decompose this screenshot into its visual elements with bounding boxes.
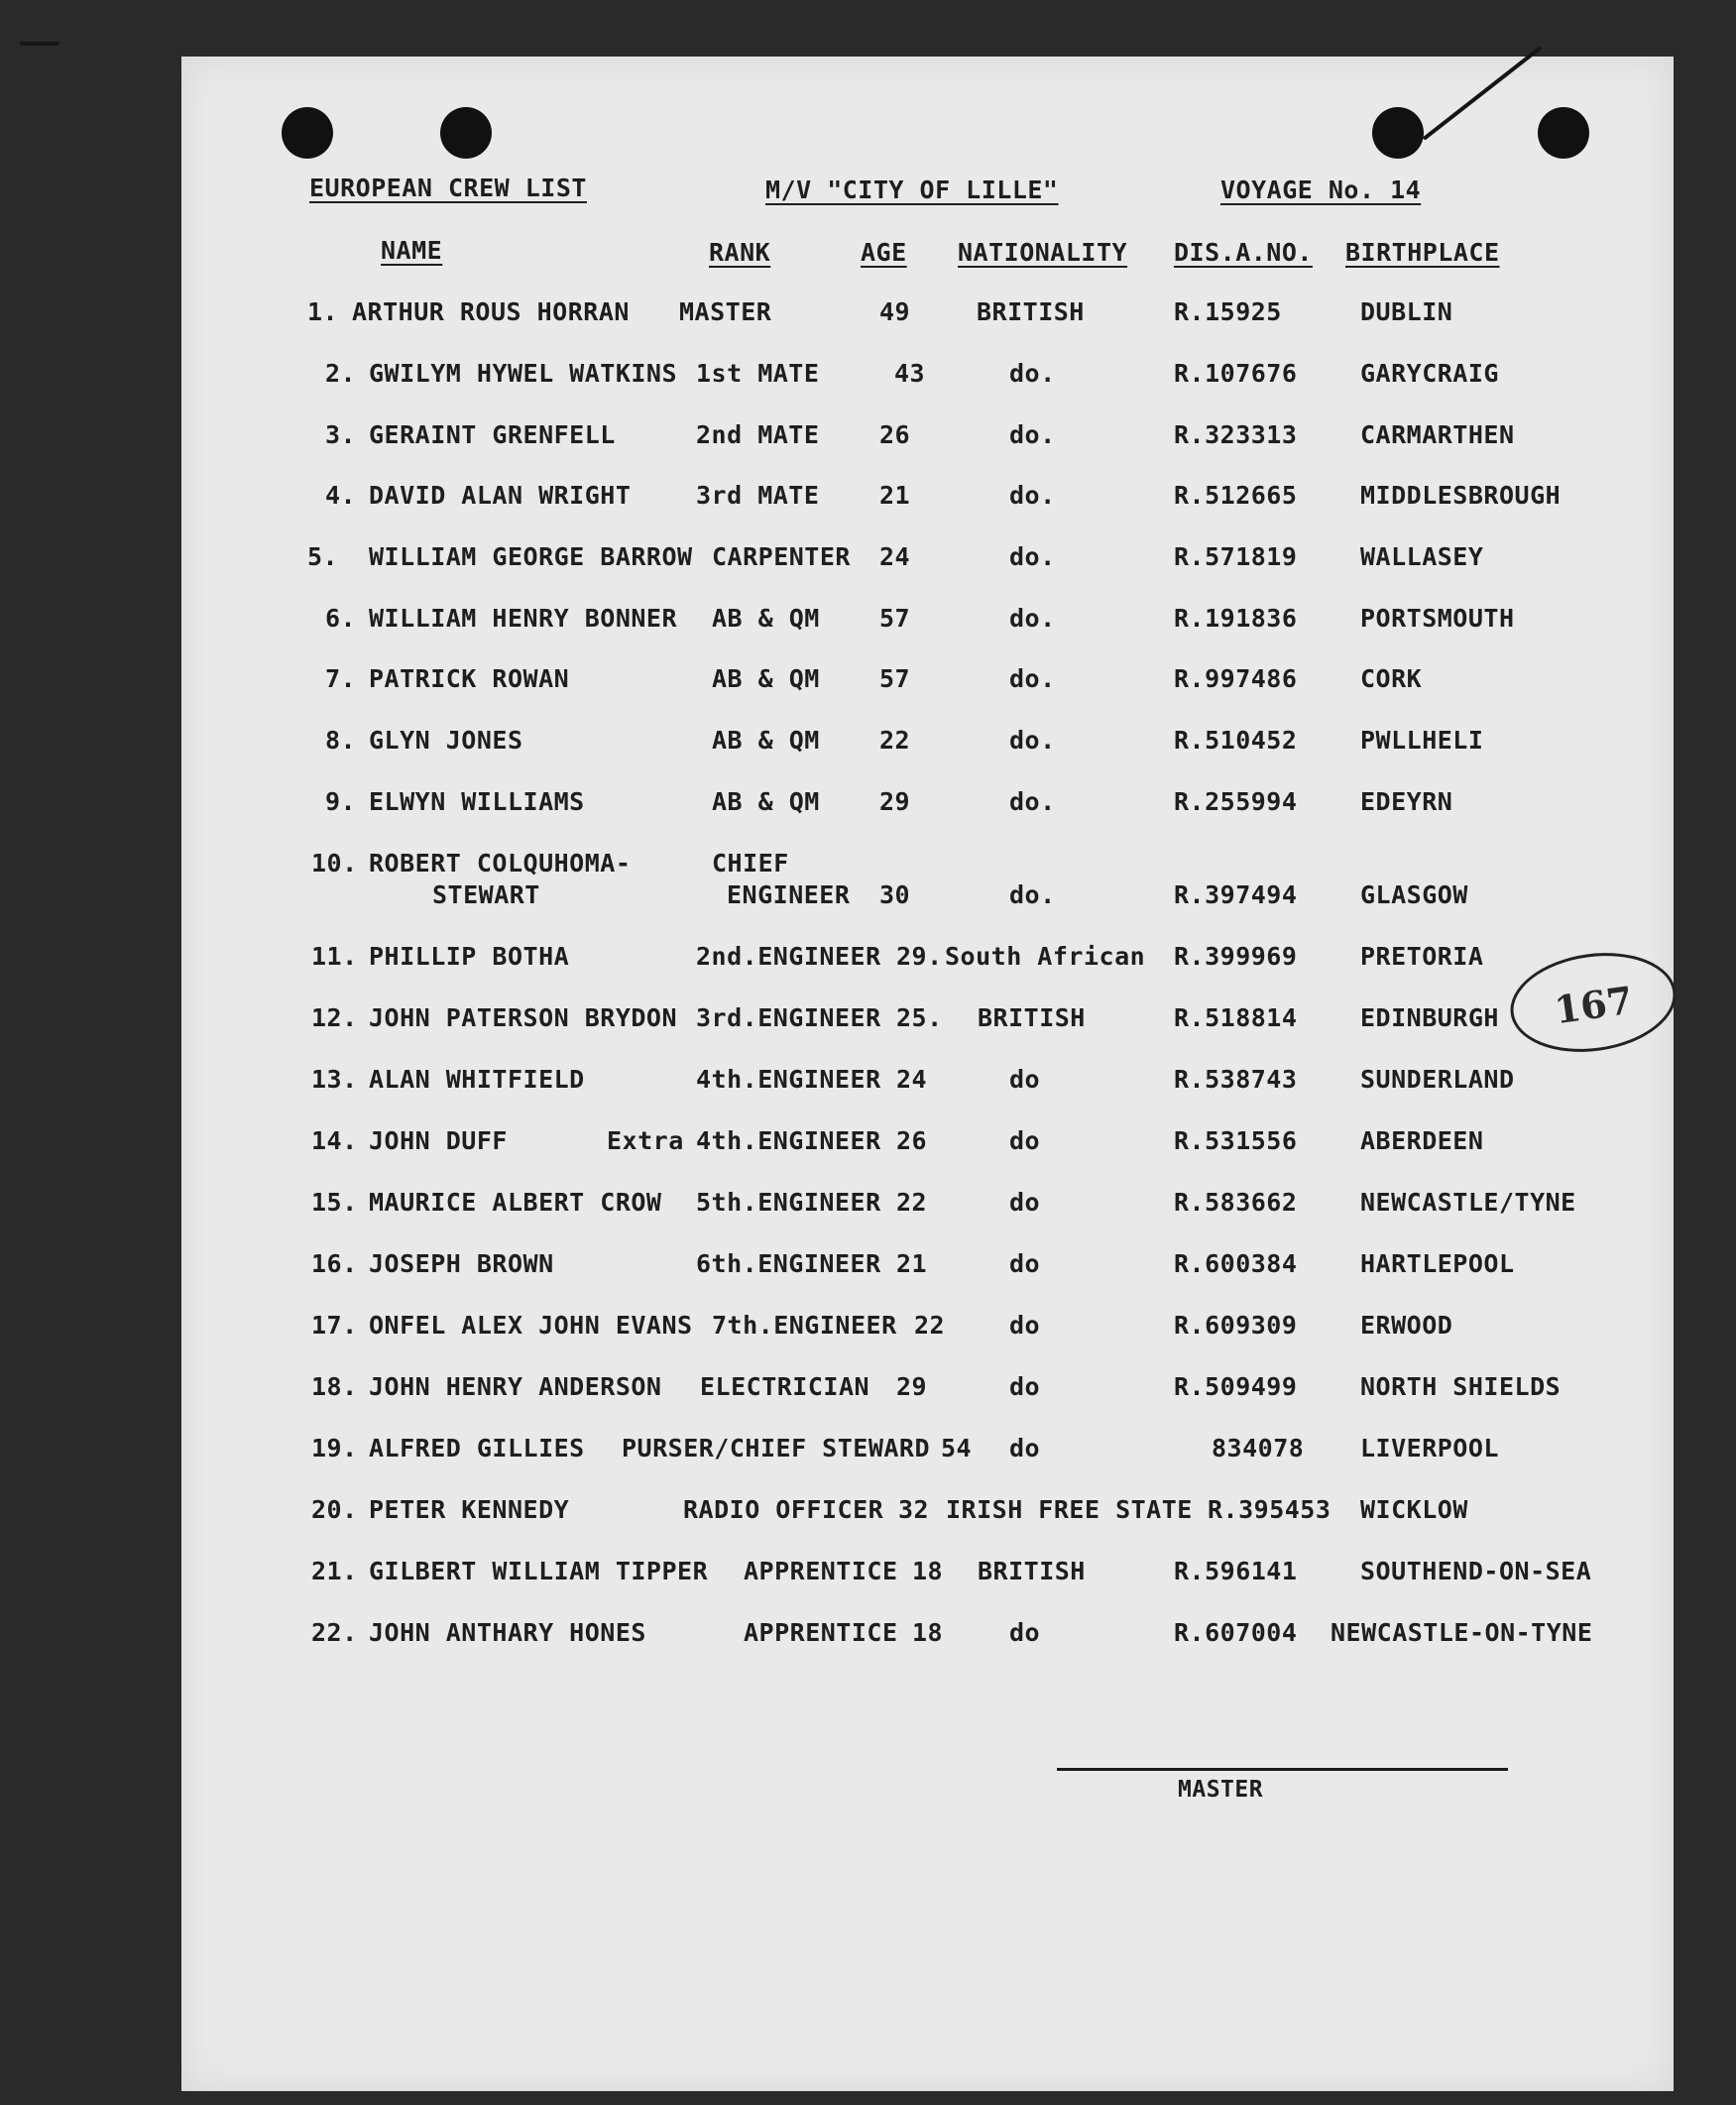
crew-dis-a-no: R.399969 xyxy=(1174,942,1298,971)
crew-birthplace: HARTLEPOOL xyxy=(1360,1249,1515,1278)
crew-birthplace: GARYCRAIG xyxy=(1360,359,1499,388)
crew-age: 18 xyxy=(912,1618,944,1647)
crew-dis-a-no: R.607004 xyxy=(1174,1618,1298,1647)
crew-dis-a-no: R.397494 xyxy=(1174,880,1298,909)
crew-dis-a-no: R.596141 xyxy=(1174,1557,1298,1585)
crew-age: 26 xyxy=(896,1126,928,1155)
crew-birthplace: NORTH SHIELDS xyxy=(1360,1372,1562,1401)
crew-rank: APPRENTICE xyxy=(744,1557,898,1585)
crew-name: JOHN DUFF xyxy=(369,1126,508,1155)
crew-birthplace: CORK xyxy=(1360,664,1423,693)
crew-dis-a-no: R.395453 xyxy=(1208,1495,1331,1524)
crew-age: 32 xyxy=(898,1495,930,1524)
crew-birthplace: EDINBURGH xyxy=(1360,1003,1499,1032)
crew-dis-a-no: R.518814 xyxy=(1174,1003,1298,1032)
crew-nationality: do xyxy=(1009,1249,1041,1278)
crew-nationality: BRITISH xyxy=(977,297,1085,326)
crew-rank: 7th.ENGINEER xyxy=(712,1311,897,1340)
crew-name: ONFEL ALEX JOHN EVANS xyxy=(369,1311,693,1340)
crew-dis-a-no: 834078 xyxy=(1212,1434,1305,1462)
row-number: 3. xyxy=(325,420,357,449)
crew-rank: 3rd.ENGINEER xyxy=(696,1003,881,1032)
crew-name: JOHN PATERSON BRYDON xyxy=(369,1003,678,1032)
row-number: 17. xyxy=(311,1311,358,1340)
column-header-name: NAME xyxy=(381,236,443,265)
row-number: 10. xyxy=(311,849,358,877)
crew-birthplace: NEWCASTLE/TYNE xyxy=(1360,1188,1576,1217)
crew-age: 26 xyxy=(879,420,911,449)
crew-dis-a-no: R.323313 xyxy=(1174,420,1298,449)
crew-age: 22 xyxy=(879,726,911,755)
row-number: 19. xyxy=(311,1434,358,1462)
crew-rank: 4th.ENGINEER xyxy=(696,1065,881,1094)
row-number: 18. xyxy=(311,1372,358,1401)
crew-name: WILLIAM HENRY BONNER xyxy=(369,604,678,633)
crew-rank: 1st MATE xyxy=(696,359,820,388)
punch-hole-left-2 xyxy=(440,107,492,159)
crew-age: 21 xyxy=(879,481,911,510)
signature-line xyxy=(1057,1768,1508,1771)
crew-birthplace: MIDDLESBROUGH xyxy=(1360,481,1562,510)
signature-label: MASTER xyxy=(1178,1777,1264,1803)
crew-name: PETER KENNEDY xyxy=(369,1495,570,1524)
crew-birthplace: SOUTHEND-ON-SEA xyxy=(1360,1557,1592,1585)
crew-birthplace: PRETORIA xyxy=(1360,942,1484,971)
crew-name: ELWYN WILLIAMS xyxy=(369,787,585,816)
crew-name: ALFRED GILLIES xyxy=(369,1434,585,1462)
row-number: 21. xyxy=(311,1557,358,1585)
crew-dis-a-no: R.15925 xyxy=(1174,297,1282,326)
row-number: 13. xyxy=(311,1065,358,1094)
row-number: 4. xyxy=(325,481,357,510)
crew-birthplace: GLASGOW xyxy=(1360,880,1468,909)
crew-rank: AB & QM xyxy=(712,787,820,816)
row-number: 22. xyxy=(311,1618,358,1647)
crew-nationality: do. xyxy=(1009,726,1056,755)
crew-age: 29. xyxy=(896,942,943,971)
crew-rank: AB & QM xyxy=(712,604,820,633)
crew-age: 24 xyxy=(879,542,911,571)
crew-dis-a-no: R.600384 xyxy=(1174,1249,1298,1278)
crew-age: 29 xyxy=(896,1372,928,1401)
crew-dis-a-no: R.509499 xyxy=(1174,1372,1298,1401)
crew-name: PATRICK ROWAN xyxy=(369,664,570,693)
crew-nationality: do. xyxy=(1009,481,1056,510)
crew-name-continued: STEWART xyxy=(432,880,540,909)
voyage-number: VOYAGE No. 14 xyxy=(1220,175,1422,204)
crew-nationality: BRITISH xyxy=(978,1557,1086,1585)
vessel-name: M/V "CITY OF LILLE" xyxy=(765,175,1059,204)
crew-birthplace: PORTSMOUTH xyxy=(1360,604,1515,633)
row-number: 7. xyxy=(325,664,357,693)
crew-rank: CARPENTER xyxy=(712,542,851,571)
crew-nationality: do. xyxy=(1009,604,1056,633)
row-number: 11. xyxy=(311,942,358,971)
crew-dis-a-no: R.512665 xyxy=(1174,481,1298,510)
crew-dis-a-no: R.997486 xyxy=(1174,664,1298,693)
extra-note: Extra xyxy=(607,1126,684,1155)
crew-nationality: do xyxy=(1009,1126,1041,1155)
crew-name: MAURICE ALBERT CROW xyxy=(369,1188,662,1217)
punch-hole-right-2 xyxy=(1538,107,1589,159)
crew-name: JOHN ANTHARY HONES xyxy=(369,1618,646,1647)
crew-rank: RADIO OFFICER xyxy=(683,1495,884,1524)
crew-dis-a-no: R.255994 xyxy=(1174,787,1298,816)
crew-age: 30 xyxy=(879,880,911,909)
crew-nationality: do xyxy=(1009,1372,1041,1401)
crew-name: JOSEPH BROWN xyxy=(369,1249,554,1278)
crew-name: DAVID ALAN WRIGHT xyxy=(369,481,632,510)
crew-rank: PURSER/CHIEF STEWARD xyxy=(622,1434,931,1462)
crew-birthplace: WALLASEY xyxy=(1360,542,1484,571)
column-header-dis-a-no: DIS.A.NO. xyxy=(1174,238,1313,267)
crew-age: 18 xyxy=(912,1557,944,1585)
crew-dis-a-no: R.583662 xyxy=(1174,1188,1298,1217)
column-header-rank: RANK xyxy=(709,238,771,267)
crew-rank: 5th.ENGINEER xyxy=(696,1188,881,1217)
crew-age: 54 xyxy=(941,1434,973,1462)
crew-birthplace: LIVERPOOL xyxy=(1360,1434,1499,1462)
crew-name: PHILLIP BOTHA xyxy=(369,942,570,971)
list-title: EUROPEAN CREW LIST xyxy=(309,174,587,202)
crew-rank: 3rd MATE xyxy=(696,481,820,510)
row-number: 2. xyxy=(325,359,357,388)
crew-dis-a-no: R.510452 xyxy=(1174,726,1298,755)
row-number: 9. xyxy=(325,787,357,816)
crew-name: GERAINT GRENFELL xyxy=(369,420,616,449)
crew-birthplace: CARMARTHEN xyxy=(1360,420,1515,449)
crew-nationality: do. xyxy=(1009,787,1056,816)
crew-rank: CHIEF xyxy=(712,849,789,877)
crew-nationality: do xyxy=(1009,1188,1041,1217)
crew-name: ROBERT COLQUHOMA- xyxy=(369,849,632,877)
crew-dis-a-no: R.107676 xyxy=(1174,359,1298,388)
crew-nationality: BRITISH xyxy=(978,1003,1086,1032)
crew-name: JOHN HENRY ANDERSON xyxy=(369,1372,662,1401)
crew-name: GLYN JONES xyxy=(369,726,523,755)
crew-nationality: do. xyxy=(1009,359,1056,388)
crew-nationality: do. xyxy=(1009,542,1056,571)
crew-nationality: South African xyxy=(945,942,1146,971)
column-header-age: AGE xyxy=(861,238,907,267)
column-header-birthplace: BIRTHPLACE xyxy=(1345,238,1500,267)
crew-name: WILLIAM GEORGE BARROW xyxy=(369,542,693,571)
crew-nationality: do xyxy=(1009,1065,1041,1094)
crew-birthplace: ABERDEEN xyxy=(1360,1126,1484,1155)
crew-birthplace: DUBLIN xyxy=(1360,297,1453,326)
crew-name: GILBERT WILLIAM TIPPER xyxy=(369,1557,709,1585)
crew-dis-a-no: R.571819 xyxy=(1174,542,1298,571)
crew-nationality: IRISH FREE STATE xyxy=(946,1495,1193,1524)
crew-age: 57 xyxy=(879,604,911,633)
crew-age: 43 xyxy=(894,359,926,388)
crew-rank: AB & QM xyxy=(712,726,820,755)
column-header-nationality: NATIONALITY xyxy=(958,238,1128,267)
crew-dis-a-no: R.538743 xyxy=(1174,1065,1298,1094)
crew-rank: AB & QM xyxy=(712,664,820,693)
row-number: 15. xyxy=(311,1188,358,1217)
crew-rank: 6th.ENGINEER xyxy=(696,1249,881,1278)
crew-rank: 2nd.ENGINEER xyxy=(696,942,881,971)
crew-rank-continued: ENGINEER xyxy=(727,880,851,909)
crew-name: GWILYM HYWEL WATKINS xyxy=(369,359,678,388)
crew-birthplace: ERWOOD xyxy=(1360,1311,1453,1340)
crew-dis-a-no: R.191836 xyxy=(1174,604,1298,633)
crew-rank: ELECTRICIAN xyxy=(700,1372,870,1401)
crew-nationality: do xyxy=(1009,1618,1041,1647)
crew-age: 22 xyxy=(914,1311,946,1340)
crew-age: 25. xyxy=(896,1003,943,1032)
crew-name: ARTHUR ROUS HORRAN xyxy=(352,297,630,326)
row-number: 8. xyxy=(325,726,357,755)
crew-rank: APPRENTICE xyxy=(744,1618,898,1647)
crew-age: 29 xyxy=(879,787,911,816)
punch-hole-left-1 xyxy=(282,107,333,159)
crew-birthplace: WICKLOW xyxy=(1360,1495,1468,1524)
crew-nationality: do xyxy=(1009,1311,1041,1340)
crew-name: ALAN WHITFIELD xyxy=(369,1065,585,1094)
crew-birthplace: NEWCASTLE-ON-TYNE xyxy=(1331,1618,1593,1647)
scratch-mark xyxy=(20,42,59,46)
crew-rank: 2nd MATE xyxy=(696,420,820,449)
page-number: 167 xyxy=(1551,977,1636,1033)
row-number: 12. xyxy=(311,1003,358,1032)
row-number: 14. xyxy=(311,1126,358,1155)
punch-hole-right-1 xyxy=(1372,107,1424,159)
crew-birthplace: EDEYRN xyxy=(1360,787,1453,816)
crew-age: 24 xyxy=(896,1065,928,1094)
crew-rank: 4th.ENGINEER xyxy=(696,1126,881,1155)
crew-dis-a-no: R.531556 xyxy=(1174,1126,1298,1155)
row-number: 5. xyxy=(307,542,339,571)
crew-birthplace: PWLLHELI xyxy=(1360,726,1484,755)
crew-age: 22 xyxy=(896,1188,928,1217)
row-number: 16. xyxy=(311,1249,358,1278)
crew-birthplace: SUNDERLAND xyxy=(1360,1065,1515,1094)
row-number: 6. xyxy=(325,604,357,633)
crew-nationality: do xyxy=(1009,1434,1041,1462)
crew-nationality: do. xyxy=(1009,420,1056,449)
crew-dis-a-no: R.609309 xyxy=(1174,1311,1298,1340)
crew-age: 57 xyxy=(879,664,911,693)
crew-nationality: do. xyxy=(1009,880,1056,909)
crew-nationality: do. xyxy=(1009,664,1056,693)
crew-age: 49 xyxy=(879,297,911,326)
row-number: 1. xyxy=(307,297,339,326)
row-number: 20. xyxy=(311,1495,358,1524)
crew-age: 21 xyxy=(896,1249,928,1278)
crew-rank: MASTER xyxy=(679,297,772,326)
